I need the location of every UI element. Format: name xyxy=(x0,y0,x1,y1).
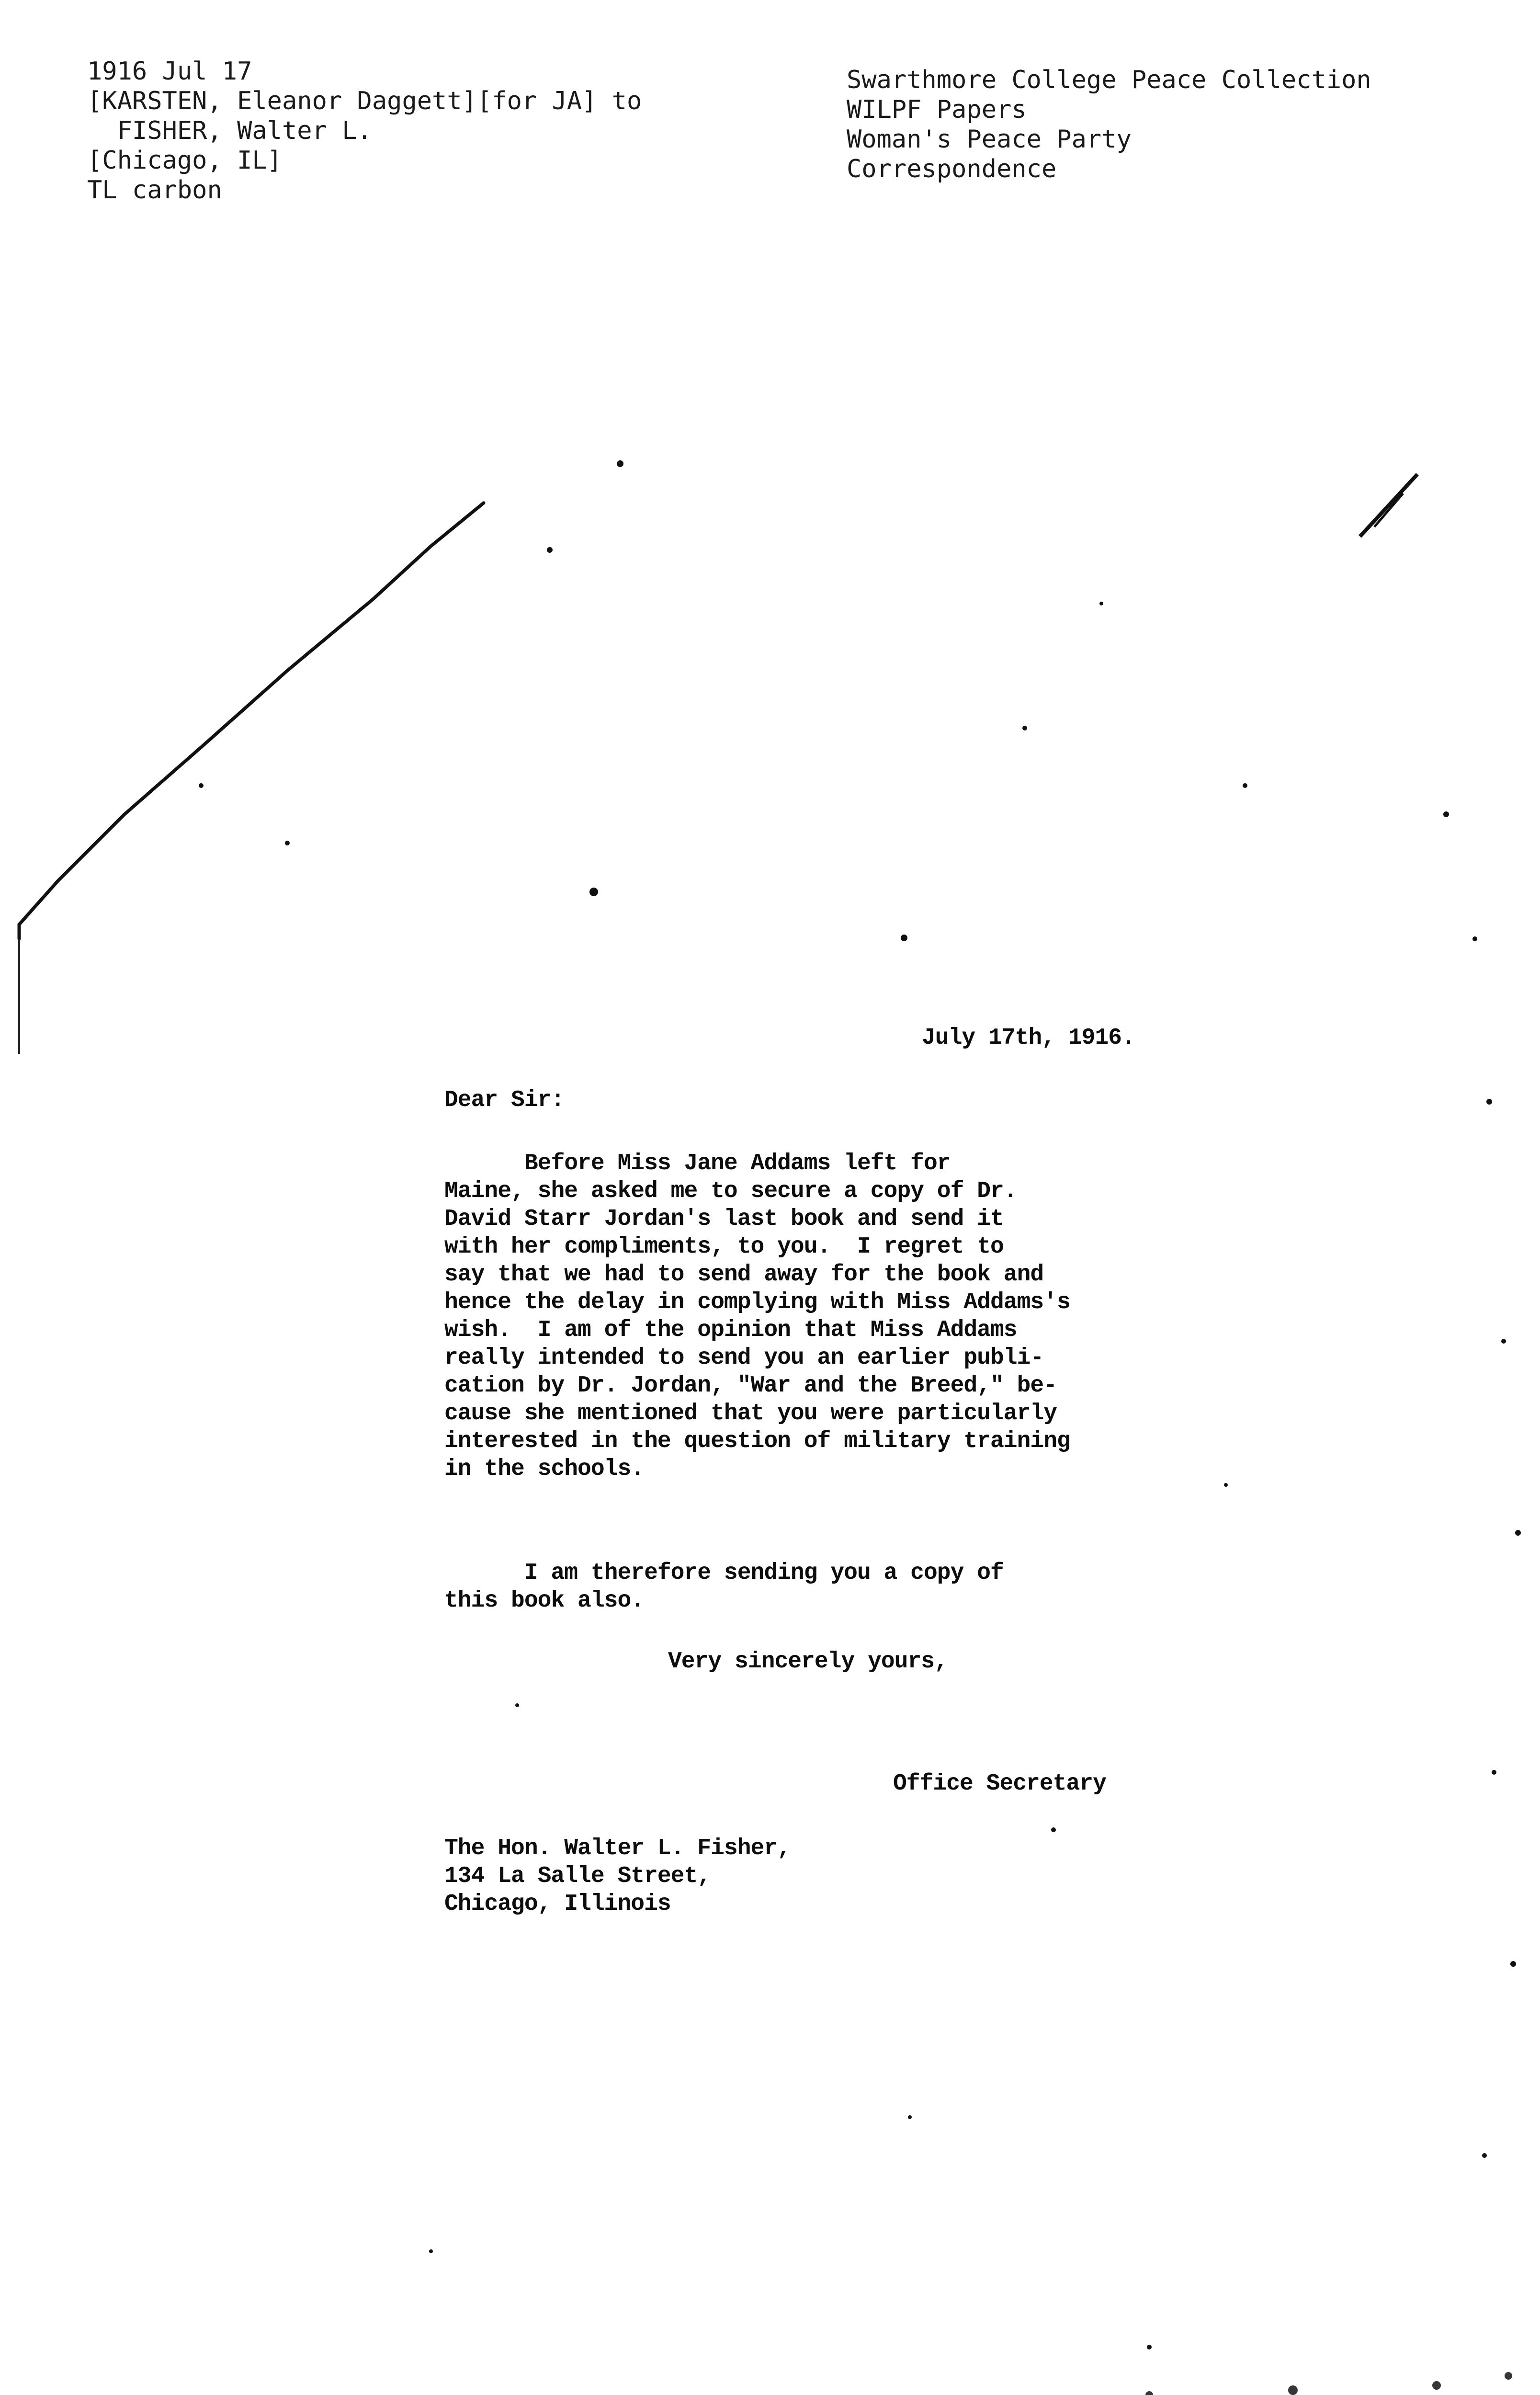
catalog-right-line: Swarthmore College Peace Collection xyxy=(847,66,1371,94)
address-line: 134 La Salle Street, xyxy=(444,1863,711,1889)
catalog-left-line: [Chicago, IL] xyxy=(87,146,282,175)
letter-salutation: Dear Sir: xyxy=(444,1087,565,1113)
letter-line: I am therefore sending you a copy of xyxy=(444,1560,1004,1586)
address-line: Chicago, Illinois xyxy=(444,1891,671,1917)
letter-line: say that we had to send away for the book and xyxy=(444,1262,1044,1288)
catalog-metadata-left xyxy=(87,57,642,205)
catalog-left-line: [KARSTEN, Eleanor Daggett][for JA] to xyxy=(87,87,642,115)
letter-line: with her compliments, to you. I regret to xyxy=(444,1234,1004,1260)
letter-line: interested in the question of military training xyxy=(444,1428,1070,1454)
letter-line: Maine, she asked me to secure a copy of Dr. xyxy=(444,1178,1017,1204)
letter-paragraph-1 xyxy=(444,1150,1070,1483)
catalog-left-line: FISHER, Walter L. xyxy=(87,116,372,145)
letter-signature: Office Secretary xyxy=(893,1771,1106,1797)
catalog-metadata-right xyxy=(847,65,1371,184)
catalog-left-line: TL carbon xyxy=(87,176,222,205)
catalog-right-line: Woman's Peace Party xyxy=(847,125,1132,154)
letter-line: cause she mentioned that you were particularly xyxy=(444,1401,1057,1426)
letter-line: this book also. xyxy=(444,1588,645,1614)
letter-line: David Starr Jordan's last book and send it xyxy=(444,1206,1004,1232)
address-line: The Hon. Walter L. Fisher, xyxy=(444,1836,791,1861)
letter-line: wish. I am of the opinion that Miss Addams xyxy=(444,1317,1017,1343)
letter-date: July 17th, 1916. xyxy=(922,1025,1135,1051)
recipient-address xyxy=(444,1835,791,1918)
catalog-left-line: 1916 Jul 17 xyxy=(87,57,252,86)
letter-line: hence the delay in complying with Miss Addams's xyxy=(444,1289,1070,1315)
catalog-right-line: WILPF Papers xyxy=(847,95,1027,124)
letter-closing: Very sincerely yours, xyxy=(668,1649,948,1675)
letter-line: really intended to send you an earlier publi- xyxy=(444,1345,1044,1371)
letter-line: in the schools. xyxy=(444,1456,645,1482)
letter-paragraph-2 xyxy=(444,1559,1004,1615)
letter-line: cation by Dr. Jordan, "War and the Breed," be- xyxy=(444,1373,1057,1399)
catalog-right-line: Correspondence xyxy=(847,155,1057,183)
letter-line: Before Miss Jane Addams left for xyxy=(444,1151,951,1176)
